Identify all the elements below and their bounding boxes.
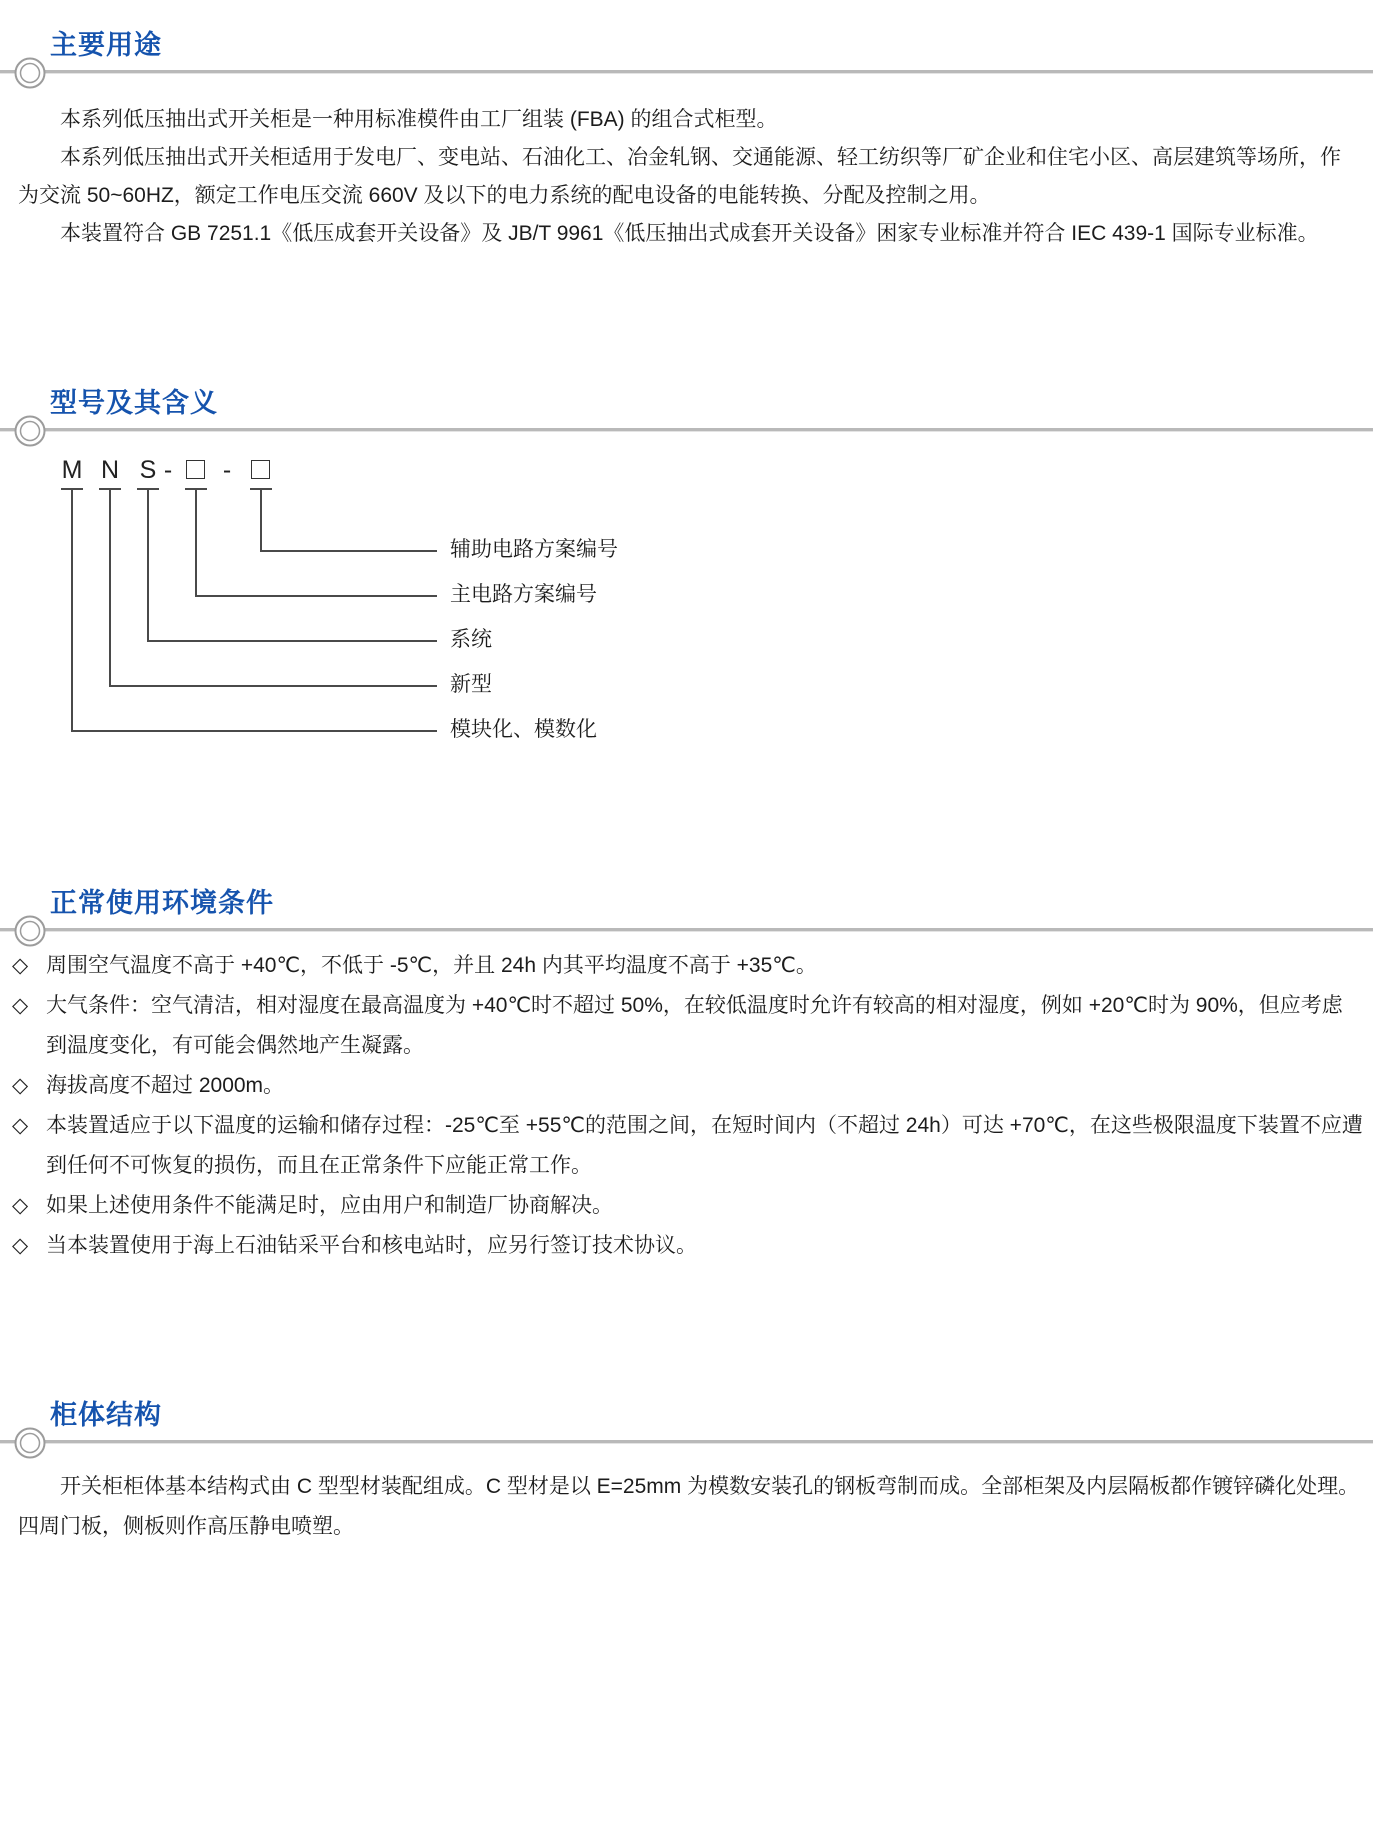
section-divider (0, 428, 1373, 432)
connector-line (71, 730, 437, 732)
environment-conditions-list (0, 946, 1373, 1266)
paragraph: 本装置符合 GB 7251.1《低压成套开关设备》及 JB/T 9961《低压抽出式成套开关设备》困家专业标准并符合 IEC 439-1 国际专业标准。 (60, 222, 1319, 245)
bullet-text: 当本装置使用于海上石油钻采平台和核电站时，应另行签订技术协议。 (46, 1234, 697, 1257)
connector-line (195, 595, 437, 597)
section-ring-icon (13, 914, 47, 948)
bullet-text: 周围空气温度不高于 +40℃，不低于 -5℃，并且 24h 内其平均温度不高于 +35℃。 (46, 954, 817, 977)
diamond-bullet-icon: ◇ (12, 1234, 29, 1257)
connector-line (109, 685, 437, 687)
paragraph: 开关柜柜体基本结构式由 C 型型材装配组成。C 型材是以 E=25mm 为模数安装孔的钢板弯制而成。全部柜架及内层隔板都作镀锌磷化处理。四周门板，侧板则作高压静电喷塑。 (18, 1475, 1360, 1538)
list-item (12, 986, 1363, 1066)
paragraph: 本系列低压抽出式开关柜是一种用标准模件由工厂组装 (FBA) 的组合式柜型。 (60, 108, 778, 131)
section-title: 型号及其含义 (50, 388, 218, 418)
section-title: 主要用途 (50, 30, 162, 60)
bullet-text: 如果上述使用条件不能满足时，应由用户和制造厂协商解决。 (46, 1194, 613, 1217)
section-divider (0, 70, 1373, 74)
list-item (12, 1106, 1363, 1186)
diamond-bullet-icon: ◇ (12, 994, 29, 1017)
model-letter-m: M (61, 456, 83, 484)
section-divider (0, 928, 1373, 932)
section-header-cabinet-structure (0, 1394, 1373, 1444)
model-letter-n: N (100, 456, 120, 484)
connector-line (71, 490, 73, 732)
diamond-bullet-icon: ◇ (12, 1114, 29, 1137)
section-header-model-meaning (0, 382, 1373, 432)
list-item (12, 1186, 1363, 1226)
section-divider (0, 1440, 1373, 1444)
connector-line (195, 490, 197, 597)
section-ring-icon (13, 56, 47, 90)
model-separator: - (163, 456, 173, 484)
diamond-bullet-icon: ◇ (12, 1194, 29, 1217)
model-label: 新型 (450, 673, 492, 696)
connector-line (260, 490, 262, 552)
model-label: 模块化、模数化 (450, 718, 597, 741)
section-ring-icon (13, 1426, 47, 1460)
model-placeholder-box (251, 460, 270, 479)
list-item (12, 1066, 1363, 1106)
bullet-text: 海拔高度不超过 2000m。 (46, 1074, 285, 1097)
list-item (12, 946, 1363, 986)
model-placeholder-box (186, 460, 205, 479)
main-purpose-text (0, 101, 1373, 253)
model-code-diagram (0, 450, 760, 750)
connector-line (147, 490, 149, 642)
diamond-bullet-icon: ◇ (12, 1074, 29, 1097)
section-header-main-purpose (0, 24, 1373, 74)
connector-line (260, 550, 437, 552)
section-title: 正常使用环境条件 (50, 888, 274, 918)
model-label: 辅助电路方案编号 (450, 538, 618, 561)
cabinet-structure-text (0, 1467, 1373, 1547)
section-title: 柜体结构 (50, 1400, 162, 1430)
model-separator: - (222, 456, 232, 484)
bullet-text: 本装置适应于以下温度的运输和储存过程：-25℃至 +55℃的范围之间，在短时间内（不超过 24h）可达 +70℃，在这些极限温度下装置不应遭到任何不可恢复的损伤，而且在正常条件下应能正常工作。 (46, 1114, 1363, 1177)
section-header-environment (0, 882, 1373, 932)
section-ring-icon (13, 414, 47, 448)
diamond-bullet-icon: ◇ (12, 954, 29, 977)
connector-line (147, 640, 437, 642)
connector-line (109, 490, 111, 687)
model-label: 系统 (450, 628, 492, 651)
list-item (12, 1226, 1363, 1266)
paragraph: 本系列低压抽出式开关柜适用于发电厂、变电站、石油化工、冶金轧钢、交通能源、轻工纺织等厂矿企业和住宅小区、高层建筑等场所，作为交流 50~60HZ，额定工作电压交流 660V 及以下的电力系统的配电设备的电能转换、分配及控制之用。 (18, 146, 1341, 207)
bullet-text: 大气条件：空气清洁，相对湿度在最高温度为 +40℃时不超过 50%，在较低温度时允许有较高的相对湿度，例如 +20℃时为 90%，但应考虑到温度变化，有可能会偶然地产生凝露。 (46, 994, 1343, 1057)
model-label: 主电路方案编号 (450, 583, 597, 606)
model-letter-s: S (139, 456, 157, 484)
